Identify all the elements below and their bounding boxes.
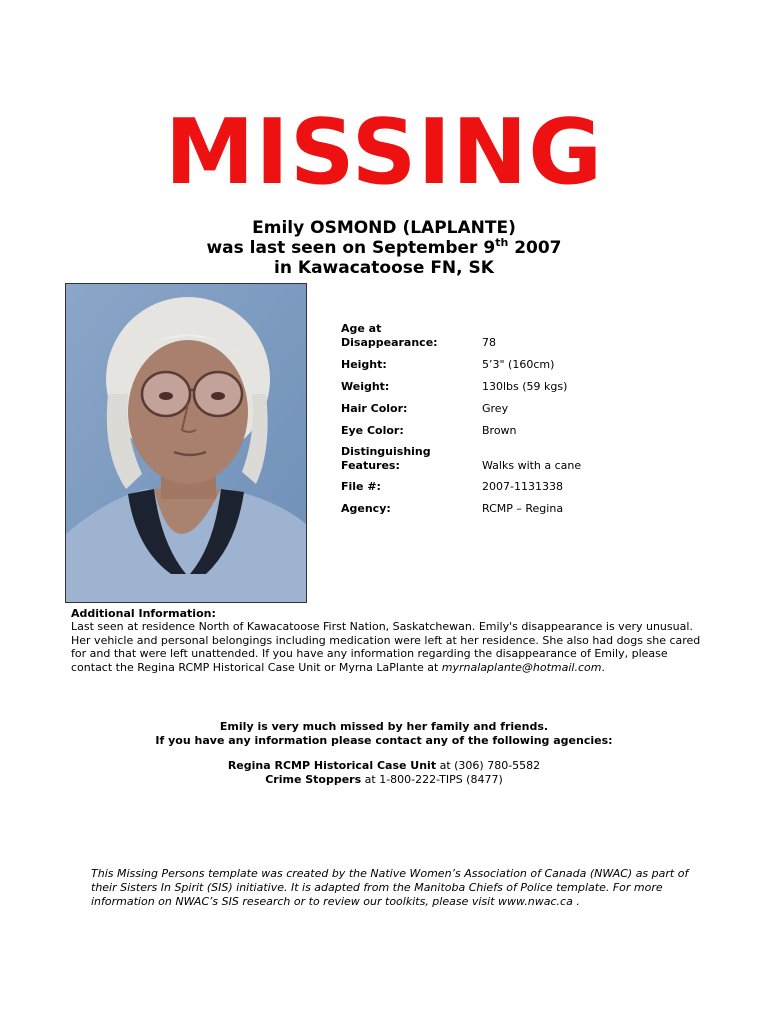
- detail-value-weight: 130lbs (59 kgs): [482, 380, 568, 393]
- missing-person-photo: [65, 283, 307, 603]
- contact-phone: at 1-800-222-TIPS (8477): [361, 773, 503, 786]
- detail-label-features-line2: Features:: [341, 459, 400, 472]
- detail-label-eye-color: Eye Color:: [341, 424, 404, 437]
- contact-crime-stoppers: [0, 773, 768, 787]
- detail-label-age-line2: Disappearance:: [341, 336, 438, 349]
- additional-information-end: .: [601, 660, 605, 674]
- contact-email[interactable]: myrnalaplante@hotmail.com: [441, 660, 602, 674]
- last-seen-year: 2007: [508, 238, 562, 258]
- detail-label-hair-color: Hair Color:: [341, 402, 408, 415]
- additional-information-text: Last seen at residence North of Kawacatoose First Nation, Saskatchewan. Emily's disappearance is very unusual. Her vehicle and personal belongings including medication were left at her residence. She also had dogs she cared for and that were left unattended. If you have any information regarding the disappearance of Emily, please contact the Regina RCMP Historical Case Unit or Myrna LaPlante at: [71, 620, 701, 674]
- last-seen-prefix: was last seen on September 9: [206, 238, 496, 258]
- detail-value-features: Walks with a cane: [482, 459, 582, 472]
- person-name: Emily OSMOND (LAPLANTE): [252, 218, 516, 238]
- detail-value-eye-color: Brown: [482, 424, 517, 437]
- contact-regina-rcmp: [0, 759, 768, 773]
- appeal-line-2: If you have any information please contact any of the following agencies:: [155, 734, 613, 747]
- contact-phone: at (306) 780-5582: [436, 759, 541, 772]
- detail-value-agency: RCMP – Regina: [482, 502, 564, 515]
- footer-note: This Missing Persons template was created by the Native Women’s Association of Canada (NWAC) as part of their Sisters In Spirit (SIS) initiative. It is adapted from the Manitoba Chiefs of Police template. For more information on NWAC’s SIS research or to review our toolkits, please visit www.nwac.ca .: [91, 867, 689, 908]
- portrait-illustration: [66, 284, 306, 602]
- detail-value-age: 78: [482, 336, 496, 349]
- additional-information-body: [71, 620, 701, 674]
- appeal-line-1: Emily is very much missed by her family and friends.: [219, 720, 549, 733]
- last-seen-ordinal: th: [495, 236, 509, 249]
- detail-label-height: Height:: [341, 358, 387, 371]
- detail-label-features-line1: Distinguishing: [341, 445, 431, 458]
- additional-information-title: Additional Information:: [71, 607, 216, 620]
- detail-label-age-line1: Age at: [341, 322, 382, 335]
- contact-name: Regina RCMP Historical Case Unit: [227, 759, 437, 772]
- detail-label-agency: Agency:: [341, 502, 391, 515]
- additional-information: [71, 607, 701, 674]
- detail-label-file-number: File #:: [341, 480, 381, 493]
- last-seen-date: [0, 238, 768, 258]
- detail-value-hair-color: Grey: [482, 402, 509, 415]
- contact-name: Crime Stoppers: [265, 773, 362, 786]
- missing-title: MISSING: [164, 100, 604, 205]
- last-seen-location: in Kawacatoose FN, SK: [274, 258, 494, 278]
- detail-value-file-number: 2007-1131338: [482, 480, 563, 493]
- detail-value-height: 5’3" (160cm): [482, 358, 555, 371]
- detail-label-weight: Weight:: [341, 380, 390, 393]
